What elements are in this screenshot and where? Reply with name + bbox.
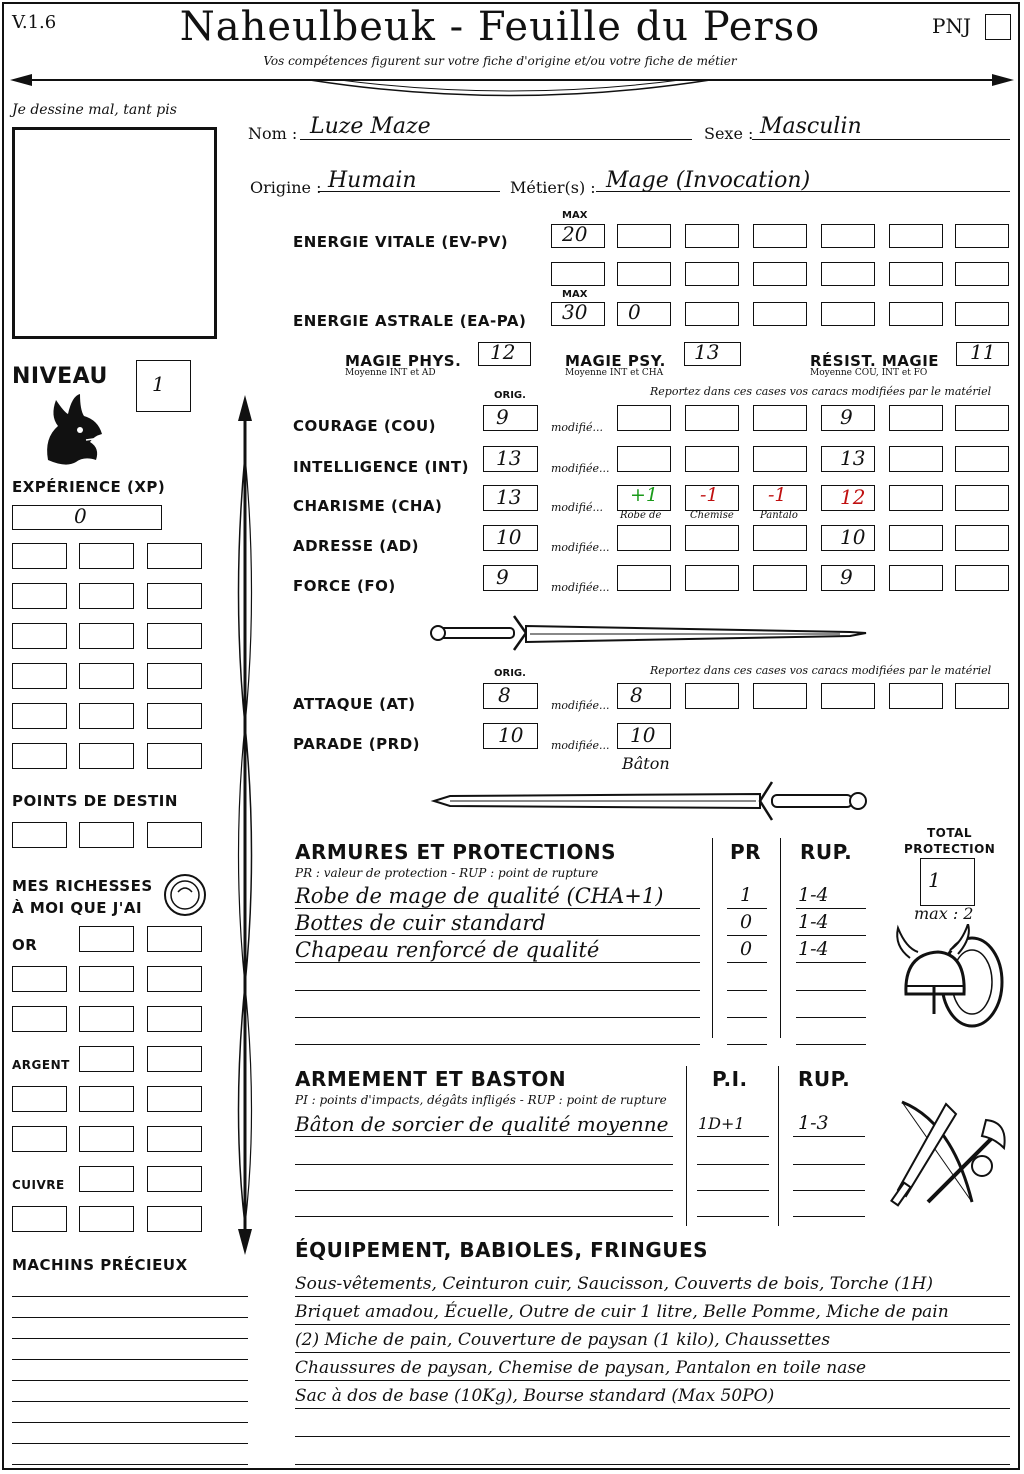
crossed-weapons-icon [882, 1092, 1012, 1218]
xp-box[interactable] [147, 663, 202, 689]
ev-box[interactable] [889, 224, 943, 248]
pnj-checkbox[interactable] [985, 14, 1011, 40]
xp-value: 0 [74, 504, 87, 528]
armor-item-name[interactable]: Chapeau renforcé de qualité [295, 938, 600, 962]
money-box[interactable] [147, 1166, 202, 1192]
ev-box[interactable] [753, 262, 807, 286]
xp-box[interactable] [147, 623, 202, 649]
weapon-item-pi: 1D+1 [698, 1114, 745, 1133]
xp-box[interactable] [79, 623, 134, 649]
ea-max-value: 30 [562, 300, 588, 324]
prd-mod-label: modifiée... [551, 739, 610, 752]
equipment-line[interactable] [295, 1324, 1010, 1325]
armor-item-rup: 1-4 [798, 938, 829, 960]
ev-box[interactable] [821, 224, 875, 248]
armor-pr-line[interactable] [727, 990, 767, 991]
money-box[interactable] [147, 926, 202, 952]
stat-mod-box[interactable] [617, 446, 671, 472]
xp-box[interactable] [147, 703, 202, 729]
spear-vertical-icon [228, 395, 262, 1255]
weapons-col-divider-2 [778, 1066, 779, 1226]
at-mod-box[interactable] [617, 683, 671, 709]
weapon-line[interactable] [295, 1136, 673, 1137]
richesses-label-2: À MOI QUE J'AI [12, 899, 143, 917]
weapon-line[interactable] [295, 1216, 673, 1217]
at-mod-box[interactable] [753, 683, 807, 709]
stat-orig-box[interactable] [483, 565, 538, 591]
equipment-item[interactable]: Sous-vêtements, Ceinturon cuir, Saucisson, Couverts de bois, Torche (1H) [295, 1274, 933, 1294]
stat-mod-box[interactable] [955, 565, 1009, 591]
xp-box[interactable] [79, 583, 134, 609]
weapon-pi-line[interactable] [697, 1216, 769, 1217]
equipment-item[interactable]: Briquet amadou, Écuelle, Outre de cuir 1 litre, Belle Pomme, Miche de pain [295, 1302, 949, 1322]
equipment-line[interactable] [295, 1296, 1010, 1297]
metier-label: Métier(s) : [510, 178, 596, 197]
xp-box[interactable] [12, 623, 67, 649]
equipment-title: ÉQUIPEMENT, BABIOLES, FRINGUES [295, 1238, 709, 1262]
ea-max-label: MAX [562, 289, 588, 300]
niveau-label: NIVEAU [12, 364, 108, 389]
sword-divider-icon-2 [430, 776, 870, 826]
stat-mod-label: modifié... [551, 501, 603, 514]
ev-box[interactable] [617, 262, 671, 286]
destin-box[interactable] [12, 822, 67, 848]
ea-label: ENERGIE ASTRALE (EA-PA) [293, 312, 527, 330]
stat-label: COURAGE (COU) [293, 417, 437, 435]
xp-box[interactable] [12, 543, 67, 569]
sheet-title: Naheulbeuk - Feuille du Perso [179, 4, 821, 50]
ea-box[interactable] [617, 302, 671, 326]
prd-label: PARADE (PRD) [293, 735, 421, 753]
money-box[interactable] [147, 1006, 202, 1032]
nom-value[interactable]: Luze Maze [310, 114, 431, 139]
stat-label: ADRESSE (AD) [293, 537, 420, 555]
ea-box[interactable] [685, 302, 739, 326]
stats-orig-label: ORIG. [494, 390, 526, 401]
combat-report-note: Reportez dans ces cases vos caracs modifiées par le matériel [650, 664, 992, 677]
armor-line[interactable] [295, 1044, 700, 1045]
armor-pr-line[interactable] [727, 935, 767, 936]
ea-box[interactable] [955, 302, 1009, 326]
total-protection-label-1: TOTAL [927, 826, 973, 840]
armor-line[interactable] [295, 908, 700, 909]
stat-mod-box[interactable] [889, 446, 943, 472]
armor-item-pr: 0 [740, 911, 753, 933]
sexe-value[interactable]: Masculin [760, 114, 862, 139]
ev-box[interactable] [753, 224, 807, 248]
origine-line [318, 191, 500, 192]
stat-mod-box[interactable] [617, 525, 671, 551]
stat-mod-box[interactable] [889, 565, 943, 591]
armor-line[interactable] [295, 935, 700, 936]
metier-value[interactable]: Mage (Invocation) [606, 168, 811, 193]
xp-box[interactable] [79, 663, 134, 689]
magie-phys-value: 12 [490, 340, 516, 364]
stat-final-value: 10 [840, 525, 866, 549]
stat-mod-box[interactable] [889, 485, 943, 511]
at-orig-value: 8 [498, 683, 511, 707]
xp-box[interactable] [79, 743, 134, 769]
origine-label: Origine : [250, 178, 322, 197]
stat-orig-value: 10 [496, 525, 522, 549]
stat-mod-box[interactable] [889, 405, 943, 431]
armor-title: ARMURES ET PROTECTIONS [295, 840, 616, 864]
max-protection-note: max : 2 [914, 904, 974, 923]
armor-item-name[interactable]: Robe de mage de qualité (CHA+1) [295, 884, 664, 908]
equipment-item[interactable]: Chaussures de paysan, Chemise de paysan, Pantalon en toile nase [295, 1358, 867, 1378]
or-label: OR [12, 936, 38, 954]
machins-line[interactable] [12, 1443, 248, 1444]
money-box[interactable] [79, 1006, 134, 1032]
armor-col-divider-1 [712, 838, 713, 1038]
stat-orig-value: 9 [496, 565, 509, 589]
weapon-line[interactable] [295, 1190, 673, 1191]
magie-psy-label: MAGIE PSY. [565, 352, 666, 370]
armor-note: PR : valeur de protection - RUP : point de rupture [295, 866, 599, 880]
xp-box[interactable] [12, 583, 67, 609]
nom-label: Nom : [248, 124, 298, 143]
weapon-item-name[interactable]: Bâton de sorcier de qualité moyenne [295, 1112, 669, 1136]
dragon-icon [40, 390, 108, 468]
armor-item-rup: 1-4 [798, 884, 829, 906]
cha-mod-value: +1 [630, 484, 659, 506]
armor-line[interactable] [295, 990, 700, 991]
stat-mod-box[interactable] [753, 405, 807, 431]
equipment-line[interactable] [295, 1380, 1010, 1381]
cha-mod-note: Robe de [620, 510, 662, 521]
armor-item-name[interactable]: Bottes de cuir standard [295, 911, 546, 935]
weapons-col-divider-1 [686, 1066, 687, 1226]
xp-box[interactable] [147, 583, 202, 609]
metier-line [596, 191, 1010, 192]
armor-col-divider-2 [780, 838, 781, 1038]
stat-mod-box[interactable] [685, 525, 739, 551]
stat-label: INTELLIGENCE (INT) [293, 458, 469, 476]
xp-label: EXPÉRIENCE (XP) [12, 478, 166, 496]
pnj-label: PNJ [932, 14, 971, 38]
stat-final-value: 9 [840, 405, 853, 429]
stat-label: CHARISME (CHA) [293, 497, 443, 515]
weapon-rup-line[interactable] [793, 1164, 865, 1165]
helmet-shield-icon [888, 924, 1008, 1034]
argent-label: ARGENT [12, 1058, 70, 1072]
prd-final-value: 10 [630, 723, 656, 747]
stat-final-value: 9 [840, 565, 853, 589]
destin-box[interactable] [79, 822, 134, 848]
stat-mod-label: modifiée... [551, 581, 610, 594]
stat-mod-box[interactable] [685, 565, 739, 591]
stat-mod-box[interactable] [955, 405, 1009, 431]
combat-orig-label: ORIG. [494, 668, 526, 679]
weapon-pi-line[interactable] [697, 1164, 769, 1165]
spear-divider-icon [10, 66, 1014, 106]
armor-rup-line[interactable] [796, 935, 866, 936]
equipment-line[interactable] [295, 1352, 1010, 1353]
ea-box[interactable] [889, 302, 943, 326]
stat-mod-box[interactable] [955, 525, 1009, 551]
magie-phys-note: Moyenne INT et AD [345, 368, 436, 378]
machins-line[interactable] [12, 1338, 248, 1339]
machins-line[interactable] [12, 1422, 248, 1423]
machins-label: MACHINS PRÉCIEUX [12, 1256, 188, 1274]
machins-line[interactable] [12, 1317, 248, 1318]
money-box[interactable] [12, 966, 67, 992]
stat-orig-value: 9 [496, 405, 509, 429]
origine-value[interactable]: Humain [328, 168, 417, 193]
ev-box[interactable] [955, 262, 1009, 286]
weapon-line[interactable] [295, 1164, 673, 1165]
ev-max-value: 20 [562, 222, 588, 246]
armor-pr-line[interactable] [727, 908, 767, 909]
weapon-rup-line[interactable] [793, 1136, 865, 1137]
ea-current-value: 0 [628, 300, 641, 324]
money-box[interactable] [147, 1126, 202, 1152]
at-mod-box[interactable] [955, 683, 1009, 709]
xp-box[interactable] [12, 703, 67, 729]
stat-orig-value: 13 [496, 446, 522, 470]
coin-icon [162, 872, 208, 918]
weapon-pi-line[interactable] [697, 1190, 769, 1191]
stat-mod-label: modifiée... [551, 462, 610, 475]
total-protection-value: 1 [928, 868, 941, 892]
weapon-item-rup: 1-3 [798, 1112, 829, 1134]
stat-label: FORCE (FO) [293, 577, 396, 595]
money-box[interactable] [147, 1206, 202, 1232]
money-box[interactable] [12, 1006, 67, 1032]
sword-divider-icon [430, 612, 870, 656]
ev-box[interactable] [617, 224, 671, 248]
ea-box[interactable] [753, 302, 807, 326]
armor-rup-line[interactable] [796, 962, 866, 963]
equipment-line[interactable] [295, 1436, 1010, 1437]
money-box[interactable] [12, 1206, 67, 1232]
armor-item-pr: 1 [740, 884, 753, 906]
equipment-line[interactable] [295, 1464, 1010, 1465]
total-protection-label-2: PROTECTION [904, 842, 996, 856]
stat-mod-box[interactable] [617, 405, 671, 431]
armor-item-rup: 1-4 [798, 911, 829, 933]
equipment-item[interactable]: Sac à dos de base (10Kg), Bourse standard (Max 50PO) [295, 1386, 775, 1406]
weapons-rup-label: RUP. [798, 1067, 851, 1091]
weapons-title: ARMEMENT ET BASTON [295, 1067, 567, 1091]
ev-box[interactable] [821, 262, 875, 286]
machins-line[interactable] [12, 1401, 248, 1402]
ev-box[interactable] [889, 262, 943, 286]
stat-mod-box[interactable] [685, 446, 739, 472]
ev-box[interactable] [551, 262, 605, 286]
xp-box[interactable] [12, 505, 162, 530]
stats-report-note: Reportez dans ces cases vos caracs modifiées par le matériel [650, 385, 992, 398]
weapons-pi-label: P.I. [712, 1067, 748, 1091]
cha-mod-value: -1 [768, 484, 787, 506]
armor-pr-line[interactable] [727, 962, 767, 963]
armor-rup-line[interactable] [796, 990, 866, 991]
at-mod-label: modifiée... [551, 699, 610, 712]
cha-mod-note: Chemise [690, 510, 734, 521]
ev-box[interactable] [685, 224, 739, 248]
prd-note: Bâton [622, 754, 670, 773]
ev-box[interactable] [685, 262, 739, 286]
money-box[interactable] [147, 1086, 202, 1112]
ea-box[interactable] [821, 302, 875, 326]
ev-max-label: MAX [562, 210, 588, 221]
equipment-line[interactable] [295, 1408, 1010, 1409]
prd-orig-value: 10 [498, 723, 524, 747]
money-box[interactable] [147, 1046, 202, 1072]
nom-line [300, 139, 692, 140]
stat-mod-box[interactable] [955, 485, 1009, 511]
stat-orig-box[interactable] [483, 405, 538, 431]
stat-mod-box[interactable] [955, 446, 1009, 472]
armor-rup-label: RUP. [800, 840, 853, 864]
weapons-note: PI : points d'impacts, dégâts infligés - RUP : point de rupture [295, 1093, 667, 1107]
stat-mod-box[interactable] [753, 446, 807, 472]
or-box[interactable] [79, 926, 134, 952]
armor-line[interactable] [295, 962, 700, 963]
portrait-box[interactable] [12, 127, 217, 339]
armor-line[interactable] [295, 1017, 700, 1018]
xp-box[interactable] [147, 543, 202, 569]
money-box[interactable] [79, 1166, 134, 1192]
money-box[interactable] [79, 1126, 134, 1152]
stat-mod-box[interactable] [753, 525, 807, 551]
resist-magie-label: RÉSIST. MAGIE [810, 352, 940, 370]
destin-box[interactable] [147, 822, 202, 848]
stat-mod-label: modifié... [551, 421, 603, 434]
stat-mod-label: modifiée... [551, 541, 610, 554]
niveau-value: 1 [152, 372, 165, 396]
xp-box[interactable] [12, 663, 67, 689]
armor-pr-line[interactable] [727, 1044, 767, 1045]
machins-line[interactable] [12, 1359, 248, 1360]
armor-item-pr: 0 [740, 938, 753, 960]
money-box[interactable] [79, 1046, 134, 1072]
at-final-value: 8 [630, 683, 643, 707]
magie-psy-note: Moyenne INT et CHA [565, 368, 664, 378]
equipment-item[interactable]: (2) Miche de pain, Couverture de paysan (1 kilo), Chaussettes [295, 1330, 831, 1350]
money-box[interactable] [79, 966, 134, 992]
xp-box[interactable] [79, 703, 134, 729]
at-mod-box[interactable] [889, 683, 943, 709]
money-box[interactable] [79, 1086, 134, 1112]
stat-final-value: 13 [840, 446, 866, 470]
cuivre-label: CUIVRE [12, 1178, 65, 1192]
version-label: V.1.6 [12, 12, 57, 33]
xp-box[interactable] [147, 743, 202, 769]
weapon-pi-line[interactable] [697, 1136, 769, 1137]
stat-final-value: 12 [840, 485, 866, 509]
xp-box[interactable] [79, 543, 134, 569]
sexe-label: Sexe : [704, 124, 754, 143]
money-box[interactable] [147, 966, 202, 992]
armor-rup-line[interactable] [796, 908, 866, 909]
stat-mod-box[interactable] [685, 405, 739, 431]
at-mod-box[interactable] [821, 683, 875, 709]
armor-pr-label: PR [730, 840, 762, 864]
weapon-rup-line[interactable] [793, 1190, 865, 1191]
stat-mod-box[interactable] [617, 565, 671, 591]
money-box[interactable] [12, 1086, 67, 1112]
sheet-subtitle: Vos compétences figurent sur votre fiche d'origine et/ou votre fiche de métier [263, 54, 737, 68]
cha-mod-value: -1 [700, 484, 719, 506]
machins-line[interactable] [12, 1380, 248, 1381]
stat-mod-box[interactable] [889, 525, 943, 551]
stat-mod-box[interactable] [753, 565, 807, 591]
ev-box[interactable] [955, 224, 1009, 248]
machins-line[interactable] [12, 1464, 248, 1465]
sexe-line [752, 139, 1010, 140]
money-box[interactable] [79, 1206, 134, 1232]
armor-rup-line[interactable] [796, 1044, 866, 1045]
ev-label: ENERGIE VITALE (EV-PV) [293, 233, 509, 251]
armor-pr-line[interactable] [727, 1017, 767, 1018]
xp-box[interactable] [12, 743, 67, 769]
at-label: ATTAQUE (AT) [293, 695, 416, 713]
magie-phys-label: MAGIE PHYS. [345, 352, 462, 370]
portrait-caption: Je dessine mal, tant pis [12, 102, 177, 118]
machins-line[interactable] [12, 1296, 248, 1297]
at-mod-box[interactable] [685, 683, 739, 709]
magie-psy-value: 13 [694, 340, 720, 364]
resist-magie-note: Moyenne COU, INT et FO [810, 368, 928, 378]
stat-orig-value: 13 [496, 485, 522, 509]
cha-mod-note: Pantalo [760, 510, 798, 521]
weapon-rup-line[interactable] [793, 1216, 865, 1217]
money-box[interactable] [12, 1126, 67, 1152]
armor-rup-line[interactable] [796, 1017, 866, 1018]
richesses-label-1: MES RICHESSES [12, 877, 153, 895]
destin-label: POINTS DE DESTIN [12, 792, 178, 810]
resist-magie-value: 11 [970, 340, 996, 364]
